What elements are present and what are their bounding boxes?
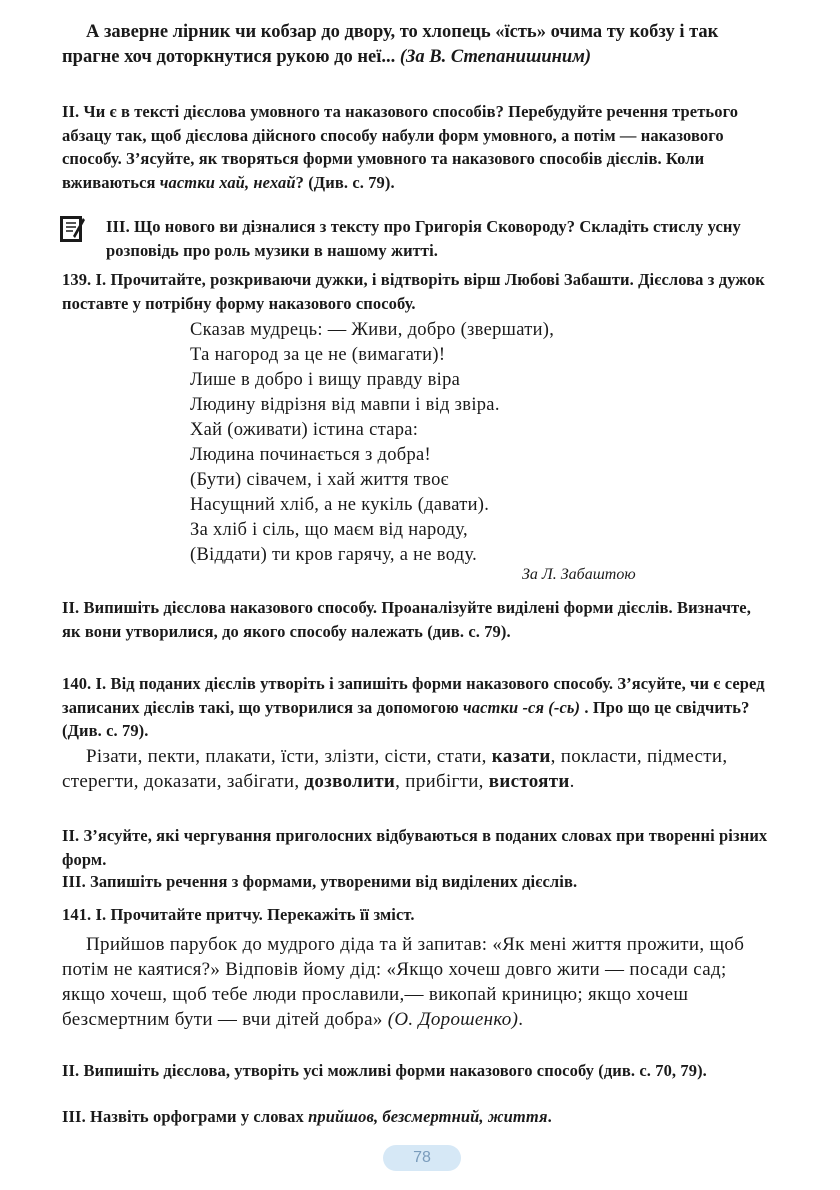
poem-line: Людина починається з добра! <box>190 445 432 465</box>
task140-part1: 140. І. Від поданих дієслів утворіть і запишіть форми наказового способу. З’ясуйте, чи є серед записаних дієслів такі, що утворилися за допомогою частки -ся (-сь) . Про що це свідчить? (Див. с. 79). <box>62 674 765 740</box>
parable-source: (О. Дорошенко) <box>387 1009 519 1030</box>
task140-part3: ІІІ. Запишіть речення з формами, утвореними від виділених дієслів. <box>62 872 578 891</box>
poem-line: Та нагород за це не (вимагати)! <box>190 345 446 365</box>
intro-source: (За В. Степанишиним) <box>399 47 592 67</box>
poem <box>190 318 554 568</box>
poem-line: За хліб і сіль, що маєм від народу, <box>190 520 468 540</box>
page-number: 78 <box>383 1145 461 1171</box>
pencil-icon <box>59 214 85 244</box>
task140-part2: ІІ. З’ясуйте, які чергування приголосних відбуваються в поданих словах при творенні різних форм. <box>62 826 768 869</box>
poem-line: Хай (оживати) істина стара: <box>190 420 419 440</box>
task141-part3: ІІІ. Назвіть орфограми у словах прийшов, безсмертний, життя. <box>62 1107 552 1126</box>
poem-line: Лише в добро і вищу правду віра <box>190 370 461 390</box>
task141-part1: 141. І. Прочитайте притчу. Перекажіть її зміст. <box>62 905 415 924</box>
task138-part2: ІІ. Чи є в тексті дієслова умовного та наказового способів? Перебудуйте речення третього абзацу так, щоб дієслова дійсного способу набули форм умовного, а потім — наказового способу. З’ясуйте, як творяться форми умовного та наказового способів дієслів. Коли вживаються частки хай, нехай? (Див. с. 79). <box>62 102 739 192</box>
task141-number: 141. <box>62 905 92 924</box>
intro-paragraph: А заверне лірник чи кобзар до двору, то хлопець «їсть» очима ту кобзу і так прагне хоч доторкнутися рукою до неї... (За В. Степанишиним) <box>62 22 719 67</box>
task138-part3: ІІІ. Що нового ви дізналися з тексту про Григорія Сковороду? Складіть стислу усну розповідь про роль музики в нашому житті. <box>106 217 741 260</box>
poem-line: (Бути) сівачем, і хай життя твоє <box>190 470 449 490</box>
poem-line: (Віддати) ти кров гарячу, а не воду. <box>190 545 478 565</box>
task139-part1: 139. І. Прочитайте, розкриваючи дужки, і відтворіть вірш Любові Забашти. Дієслова з дужок поставте у потрібну форму наказового способу. <box>62 270 765 313</box>
task140-number: 140. <box>62 674 92 693</box>
poem-author: За Л. Забаштою <box>522 566 636 583</box>
task140-words: Різати, пекти, плакати, їсти, злізти, сісти, стати, казати, покласти, підмести, стерегти, доказати, забігати, дозволити, прибігти, вистояти. <box>62 746 728 792</box>
poem-line: Насущний хліб, а не кукіль (давати). <box>190 495 490 515</box>
parable-text: Прийшов парубок до мудрого діда та й запитав: «Як мені життя прожити, щоб потім не каятися?» Відповів йому дід: «Якщо хочеш довго жити — посади сад; якщо хочеш, щоб тебе люди прославили,— викопай криницю; якщо хочеш безсмертним бути — вчи дітей добра» (О. Дорошенко). <box>62 934 745 1030</box>
poem-line: Людину відрізня від мавпи і від звіра. <box>190 395 500 415</box>
task139-number: 139. <box>62 270 92 289</box>
task141-part2: ІІ. Випишіть дієслова, утворіть усі можливі форми наказового способу (див. с. 70, 79). <box>62 1061 707 1080</box>
poem-line: Сказав мудрець: — Живи, добро (звершати), <box>190 320 555 340</box>
task139-part2: ІІ. Випишіть дієслова наказового способу. Проаналізуйте виділені форми дієслів. Визначте, як вони утворилися, до якого способу належать (див. с. 79). <box>62 598 751 641</box>
